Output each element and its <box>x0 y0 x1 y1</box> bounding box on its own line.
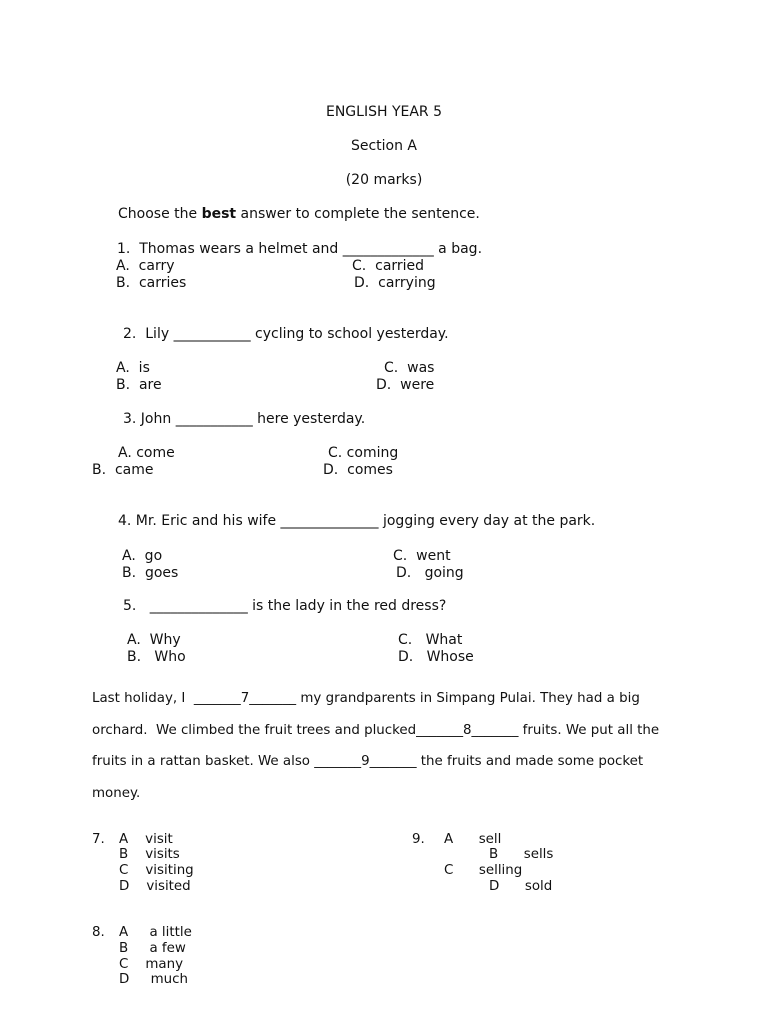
instruction-text-after: answer to complete the sentence. <box>236 206 480 222</box>
question-5-option-d: D. Whose <box>398 649 474 665</box>
cloze-9-option-c: C selling <box>444 863 523 878</box>
question-3-option-d: D. comes <box>323 462 393 478</box>
question-3-option-c: C. coming <box>328 445 399 461</box>
cloze-9-option-a: A sell <box>444 832 502 847</box>
question-5-option-c: C. What <box>398 632 463 648</box>
cloze-8-option-a: A a little <box>119 925 192 940</box>
question-2-option-a: A. is <box>116 360 150 376</box>
question-4-option-c: C. went <box>393 548 451 564</box>
cloze-7-number: 7. <box>92 832 105 847</box>
instruction <box>118 206 480 223</box>
question-1-option-a: A. carry <box>116 258 175 274</box>
question-3-option-a: A. come <box>118 445 175 461</box>
cloze-9-number: 9. <box>412 832 425 847</box>
question-1-option-c: C. carried <box>352 258 425 274</box>
question-5-option-b: B. Who <box>127 649 186 665</box>
cloze-8-option-b: B a few <box>119 941 186 956</box>
page-title: ENGLISH YEAR 5 <box>325 104 443 120</box>
question-2-option-c: C. was <box>384 360 435 376</box>
passage-line: money. <box>92 786 141 801</box>
instruction-text-before: Choose the <box>118 206 202 222</box>
question-2-option-b: B. are <box>116 377 162 393</box>
question-1-stem: 1. Thomas wears a helmet and _____________ a bag. <box>117 241 483 257</box>
question-1-option-b: B. carries <box>116 275 187 291</box>
question-4-option-a: A. go <box>122 548 163 564</box>
passage-line: orchard. We climbed the fruit trees and plucked_______8_______ fruits. We put all the <box>92 723 660 738</box>
marks-label: (20 marks) <box>345 172 423 188</box>
instruction-emphasis: best <box>201 206 237 222</box>
question-3-stem: 3. John ___________ here yesterday. <box>123 411 366 427</box>
cloze-8-option-c: C many <box>119 957 184 972</box>
question-1-option-d: D. carrying <box>354 275 436 291</box>
question-4-option-d: D. going <box>396 565 464 581</box>
passage-line: fruits in a rattan basket. We also _______9_______ the fruits and made some pocket <box>92 754 644 769</box>
cloze-8-option-d: D much <box>119 972 188 987</box>
cloze-7-option-b: B visits <box>119 847 180 862</box>
question-5-option-a: A. Why <box>127 632 181 648</box>
question-5-stem: 5. ______________ is the lady in the red dress? <box>123 598 447 614</box>
question-4-option-b: B. goes <box>122 565 179 581</box>
cloze-9-option-d: D sold <box>489 879 553 894</box>
question-4-stem: 4. Mr. Eric and his wife ______________ jogging every day at the park. <box>118 513 596 529</box>
passage-line: Last holiday, I _______7_______ my grandparents in Simpang Pulai. They had a big <box>92 691 640 706</box>
cloze-9-option-b: B sells <box>489 847 554 862</box>
question-2-option-d: D. were <box>376 377 435 393</box>
cloze-7-option-d: D visited <box>119 879 191 894</box>
cloze-7-option-c: C visiting <box>119 863 194 878</box>
cloze-7-option-a: A visit <box>119 832 173 847</box>
cloze-8-number: 8. <box>92 925 105 940</box>
question-3-option-b: B. came <box>92 462 154 478</box>
section-label: Section A <box>350 138 418 154</box>
question-2-stem: 2. Lily ___________ cycling to school yesterday. <box>123 326 449 342</box>
